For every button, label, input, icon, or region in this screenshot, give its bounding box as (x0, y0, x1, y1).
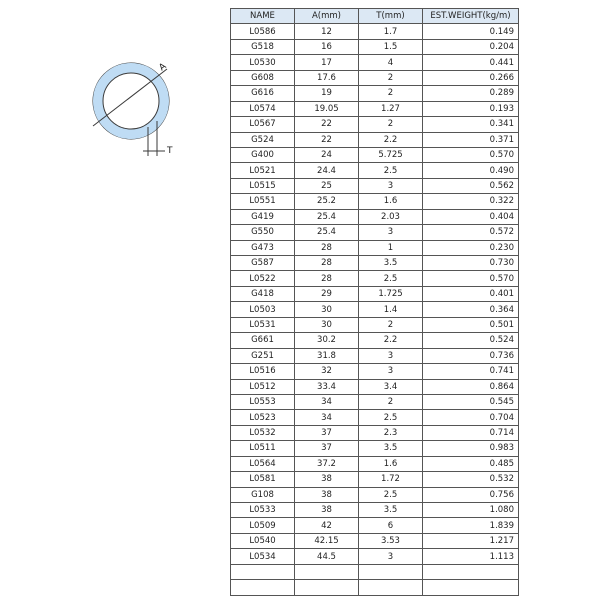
table-row (231, 410, 519, 425)
t-mm-cell: 1.6 (359, 194, 423, 209)
name-cell (231, 580, 295, 595)
t-mm-cell: 3 (359, 178, 423, 193)
weight-cell: 0.371 (423, 132, 519, 147)
name-cell: L0574 (231, 101, 295, 116)
table-row (231, 256, 519, 271)
name-cell: G473 (231, 240, 295, 255)
diameter-label: A (157, 61, 169, 74)
t-mm-cell: 3.5 (359, 441, 423, 456)
o-ring-spec-table (230, 8, 519, 596)
name-cell: G418 (231, 286, 295, 301)
a-mm-cell: 25.4 (295, 209, 359, 224)
name-header: NAME (231, 9, 295, 24)
t-mm-cell (359, 580, 423, 595)
table-row (231, 271, 519, 286)
table-row (231, 317, 519, 332)
table-row (231, 503, 519, 518)
name-cell: G608 (231, 70, 295, 85)
a-mm-cell: 24 (295, 147, 359, 162)
name-cell: L0521 (231, 163, 295, 178)
a-mm-cell: 19.05 (295, 101, 359, 116)
a-mm-cell: 17.6 (295, 70, 359, 85)
name-cell: L0523 (231, 410, 295, 425)
weight-cell: 0.741 (423, 364, 519, 379)
weight-cell: 0.704 (423, 410, 519, 425)
weight-cell: 0.364 (423, 302, 519, 317)
a-mm-cell: 28 (295, 271, 359, 286)
table-row (231, 580, 519, 595)
a-mm-cell: 38 (295, 472, 359, 487)
t-mm-cell: 3.5 (359, 256, 423, 271)
name-cell: G616 (231, 86, 295, 101)
t-mm-cell: 2.2 (359, 132, 423, 147)
a-mm-cell: 44.5 (295, 549, 359, 564)
name-cell: L0515 (231, 178, 295, 193)
t-mm-cell: 1.4 (359, 302, 423, 317)
table-row (231, 70, 519, 85)
weight-cell: 0.532 (423, 472, 519, 487)
a-mm-cell: 31.8 (295, 348, 359, 363)
a-mm-header: A(mm) (295, 9, 359, 24)
weight-cell: 0.545 (423, 394, 519, 409)
table-row (231, 163, 519, 178)
table-row (231, 240, 519, 255)
t-mm-cell: 1.27 (359, 101, 423, 116)
table-header-row (231, 9, 519, 24)
name-cell: G587 (231, 256, 295, 271)
name-cell: L0509 (231, 518, 295, 533)
table-row (231, 39, 519, 54)
name-cell: L0564 (231, 456, 295, 471)
table-body (231, 24, 519, 595)
t-mm-cell: 4 (359, 55, 423, 70)
a-mm-cell: 32 (295, 364, 359, 379)
a-mm-cell: 25 (295, 178, 359, 193)
weight-cell: 0.714 (423, 425, 519, 440)
t-mm-cell: 2.5 (359, 410, 423, 425)
t-mm-cell: 3.5 (359, 503, 423, 518)
t-mm-header: T(mm) (359, 9, 423, 24)
a-mm-cell: 34 (295, 394, 359, 409)
t-mm-cell: 2 (359, 70, 423, 85)
table-row (231, 518, 519, 533)
weight-cell: 0.230 (423, 240, 519, 255)
a-mm-cell: 30 (295, 317, 359, 332)
t-mm-cell: 3.53 (359, 533, 423, 548)
a-mm-cell: 42 (295, 518, 359, 533)
t-mm-cell: 2 (359, 394, 423, 409)
weight-cell: 0.501 (423, 317, 519, 332)
weight-cell: 0.572 (423, 225, 519, 240)
weight-cell: 0.204 (423, 39, 519, 54)
t-mm-cell: 1.7 (359, 24, 423, 39)
t-mm-cell: 2.5 (359, 487, 423, 502)
name-cell: G419 (231, 209, 295, 224)
weight-cell: 0.570 (423, 271, 519, 286)
name-cell: L0586 (231, 24, 295, 39)
weight-cell: 0.322 (423, 194, 519, 209)
a-mm-cell: 37 (295, 441, 359, 456)
thickness-label: T (167, 146, 173, 156)
a-mm-cell: 38 (295, 503, 359, 518)
table-row (231, 24, 519, 39)
name-cell: L0503 (231, 302, 295, 317)
t-mm-cell: 3 (359, 364, 423, 379)
a-mm-cell (295, 564, 359, 579)
a-mm-cell: 17 (295, 55, 359, 70)
table-row (231, 379, 519, 394)
a-mm-cell: 24.4 (295, 163, 359, 178)
a-mm-cell: 37.2 (295, 456, 359, 471)
weight-cell: 0.193 (423, 101, 519, 116)
a-mm-cell: 28 (295, 256, 359, 271)
name-cell: G400 (231, 147, 295, 162)
weight-cell: 0.485 (423, 456, 519, 471)
t-mm-cell (359, 564, 423, 579)
name-cell: L0553 (231, 394, 295, 409)
t-mm-cell: 2.2 (359, 333, 423, 348)
weight-cell: 0.341 (423, 117, 519, 132)
table-row (231, 348, 519, 363)
weight-cell: 0.864 (423, 379, 519, 394)
table-row (231, 564, 519, 579)
t-mm-cell: 1.725 (359, 286, 423, 301)
t-mm-cell: 6 (359, 518, 423, 533)
name-cell: L0540 (231, 533, 295, 548)
table-row (231, 533, 519, 548)
name-cell: L0531 (231, 317, 295, 332)
table-row (231, 302, 519, 317)
weight-cell: 0.401 (423, 286, 519, 301)
table-row (231, 55, 519, 70)
weight-cell: 0.730 (423, 256, 519, 271)
t-mm-cell: 3 (359, 225, 423, 240)
a-mm-cell: 29 (295, 286, 359, 301)
weight-cell: 0.562 (423, 178, 519, 193)
name-cell: L0533 (231, 503, 295, 518)
weight-cell: 0.266 (423, 70, 519, 85)
weight-header: EST.WEIGHT(kg/m) (423, 9, 519, 24)
a-mm-cell: 38 (295, 487, 359, 502)
o-ring-cross-section-diagram (85, 55, 195, 165)
t-mm-cell: 1.6 (359, 456, 423, 471)
name-cell: L0551 (231, 194, 295, 209)
a-mm-cell: 33.4 (295, 379, 359, 394)
a-mm-cell: 28 (295, 240, 359, 255)
a-mm-cell: 42.15 (295, 533, 359, 548)
t-mm-cell: 1.5 (359, 39, 423, 54)
a-mm-cell: 25.2 (295, 194, 359, 209)
table-row (231, 487, 519, 502)
table-row (231, 194, 519, 209)
a-mm-cell: 22 (295, 132, 359, 147)
a-mm-cell: 30 (295, 302, 359, 317)
t-mm-cell: 5.725 (359, 147, 423, 162)
table-row (231, 132, 519, 147)
name-cell: L0532 (231, 425, 295, 440)
a-mm-cell (295, 580, 359, 595)
table-row (231, 425, 519, 440)
name-cell: L0530 (231, 55, 295, 70)
table-row (231, 86, 519, 101)
table-row (231, 441, 519, 456)
a-mm-cell: 37 (295, 425, 359, 440)
a-mm-cell: 12 (295, 24, 359, 39)
t-mm-cell: 2.3 (359, 425, 423, 440)
table-row (231, 549, 519, 564)
name-cell: G661 (231, 333, 295, 348)
name-cell: L0511 (231, 441, 295, 456)
table-row (231, 364, 519, 379)
weight-cell: 1.839 (423, 518, 519, 533)
weight-cell: 0.490 (423, 163, 519, 178)
a-mm-cell: 25.4 (295, 225, 359, 240)
a-mm-cell: 19 (295, 86, 359, 101)
table-row (231, 147, 519, 162)
a-mm-cell: 34 (295, 410, 359, 425)
table-row (231, 101, 519, 116)
weight-cell: 0.404 (423, 209, 519, 224)
name-cell: G518 (231, 39, 295, 54)
table-row (231, 286, 519, 301)
t-mm-cell: 2 (359, 317, 423, 332)
t-mm-cell: 2 (359, 86, 423, 101)
weight-cell: 1.217 (423, 533, 519, 548)
name-cell: L0516 (231, 364, 295, 379)
table-row (231, 178, 519, 193)
name-cell: L0534 (231, 549, 295, 564)
weight-cell: 0.570 (423, 147, 519, 162)
t-mm-cell: 2.5 (359, 163, 423, 178)
weight-cell: 1.113 (423, 549, 519, 564)
t-mm-cell: 3.4 (359, 379, 423, 394)
name-cell: L0512 (231, 379, 295, 394)
a-mm-cell: 30.2 (295, 333, 359, 348)
table-row (231, 472, 519, 487)
t-mm-cell: 1 (359, 240, 423, 255)
weight-cell: 0.441 (423, 55, 519, 70)
weight-cell: 0.736 (423, 348, 519, 363)
weight-cell (423, 580, 519, 595)
name-cell: G108 (231, 487, 295, 502)
table-row (231, 225, 519, 240)
t-mm-cell: 2.5 (359, 271, 423, 286)
t-mm-cell: 3 (359, 348, 423, 363)
table-row (231, 394, 519, 409)
a-mm-cell: 22 (295, 117, 359, 132)
t-mm-cell: 1.72 (359, 472, 423, 487)
weight-cell: 0.289 (423, 86, 519, 101)
table-row (231, 333, 519, 348)
a-mm-cell: 16 (295, 39, 359, 54)
t-mm-cell: 2.03 (359, 209, 423, 224)
table-row (231, 209, 519, 224)
name-cell (231, 564, 295, 579)
name-cell: L0567 (231, 117, 295, 132)
name-cell: G251 (231, 348, 295, 363)
weight-cell: 0.149 (423, 24, 519, 39)
name-cell: G550 (231, 225, 295, 240)
name-cell: L0581 (231, 472, 295, 487)
t-mm-cell: 3 (359, 549, 423, 564)
weight-cell: 0.524 (423, 333, 519, 348)
t-mm-cell: 2 (359, 117, 423, 132)
weight-cell: 0.983 (423, 441, 519, 456)
table-row (231, 456, 519, 471)
weight-cell (423, 564, 519, 579)
table-row (231, 117, 519, 132)
name-cell: L0522 (231, 271, 295, 286)
weight-cell: 1.080 (423, 503, 519, 518)
name-cell: G524 (231, 132, 295, 147)
weight-cell: 0.756 (423, 487, 519, 502)
